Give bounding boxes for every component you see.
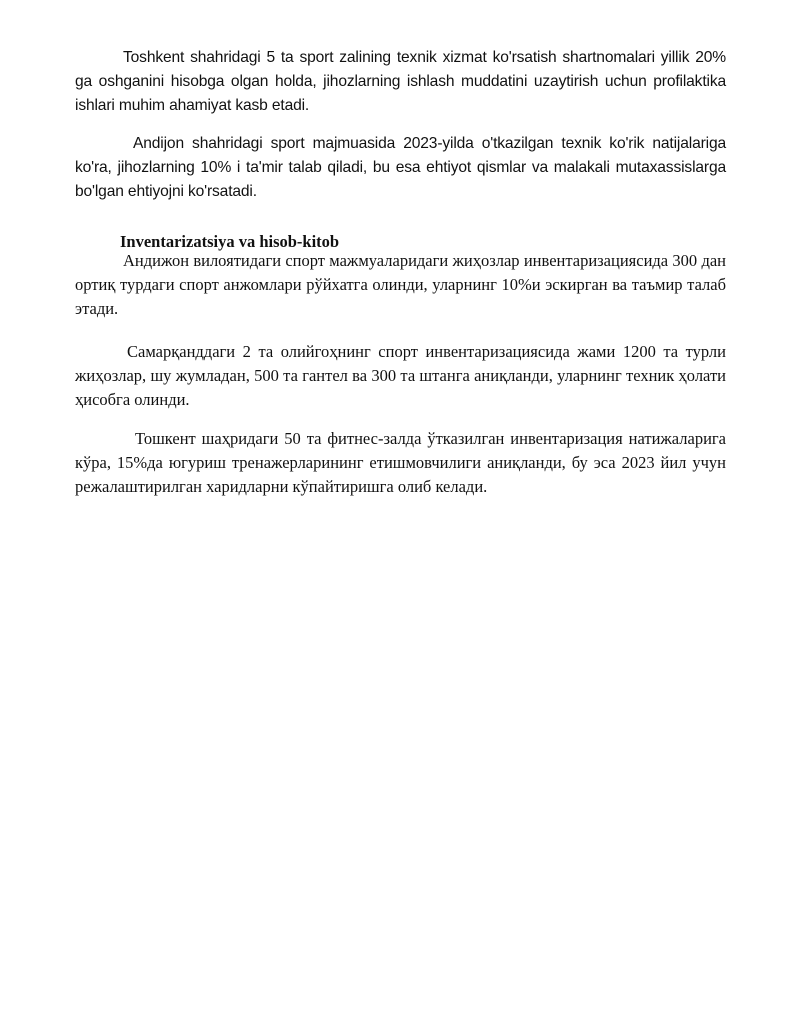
paragraph-tashkent-maintenance: Toshkent shahridagi 5 ta sport zalining texnik xizmat ko'rsatish shartnomalari yillik 20% ga oshganini hisobga olgan holda, jihozlarning ishlash muddatini uzaytirish uchun profilaktika ishlari muhim ahamiyat kasb etadi. bbox=[75, 49, 726, 114]
paragraph-samarkand-inventory: Самарқанддаги 2 та олийгоҳнинг спорт инвентаризациясида жами 1200 та турли жиҳозлар, шу жумладан, 500 та гантел ва 300 та штанга аниқланди, уларнинг техник ҳолати ҳисобга олинди. bbox=[75, 342, 726, 409]
paragraph-andijan-inventory: Андижон вилоятидаги спорт мажмуаларидаги жиҳозлар инвентаризациясида 300 дан ортиқ турдаги спорт анжомлари рўйхатга олинди, уларнинг 10%и эскирган ва таъмир талаб этади. bbox=[75, 251, 726, 318]
section-heading: Inventarizatsiya va hisob-kitob bbox=[120, 232, 340, 251]
paragraph-andijan-inspection: Andijon shahridagi sport majmuasida 2023-yilda o'tkazilgan texnik ko'rik natijalariga ko'ra, jihozlarning 10% i ta'mir talab qiladi, bu esa ehtiyot qismlar va malakali mutaxassislarga bo'lgan ehtiyojni ko'rsatadi. bbox=[75, 135, 726, 200]
paragraph-tashkent-fitness-inventory: Тошкент шаҳридаги 50 та фитнес-залда ўтказилган инвентаризация натижаларига кўра, 15%да югуриш тренажерларининг етишмовчилиги аниқланди, бу эса 2023 йил учун режалаштирилган харидларни кўпайтиришга олиб келади. bbox=[75, 429, 726, 496]
